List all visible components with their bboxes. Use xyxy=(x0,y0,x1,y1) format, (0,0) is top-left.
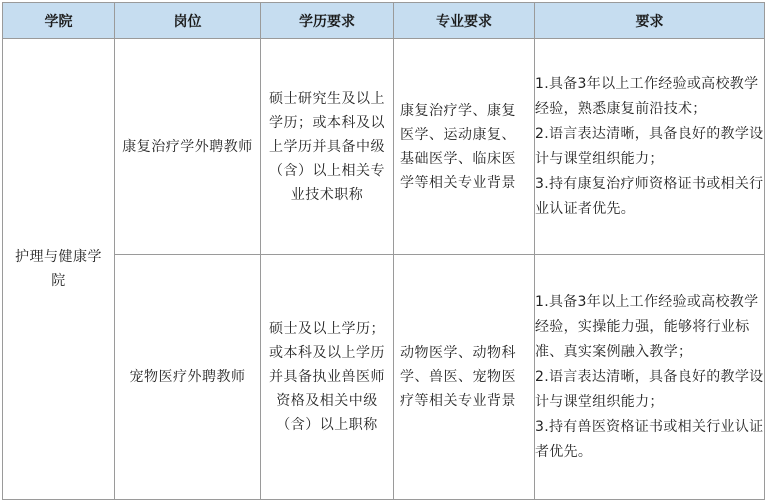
requirement-item: 3.持有兽医资格证书或相关行业认证者优先。 xyxy=(535,418,764,460)
requirements-cell xyxy=(535,39,765,255)
major-requirement: 康复治疗学、康复医学、运动康复、基础医学、临床医学等相关专业背景 xyxy=(400,102,516,191)
requirement-item: 2.语言表达清晰，具备良好的教学设计与课堂组织能力； xyxy=(535,368,764,410)
header-position: 岗位 xyxy=(115,3,261,39)
header-major: 专业要求 xyxy=(394,3,535,39)
header-college: 学院 xyxy=(3,3,115,39)
college-cell xyxy=(3,39,115,500)
major-requirement: 动物医学、动物科学、兽医、宠物医疗等相关专业背景 xyxy=(400,345,516,409)
education-cell xyxy=(261,255,394,500)
position-cell xyxy=(115,255,261,500)
table-row xyxy=(3,39,765,255)
position-name: 康复治疗学外聘教师 xyxy=(122,138,253,155)
header-requirements: 要求 xyxy=(535,3,765,39)
requirement-item: 1.具备3年以上工作经验或高校教学经验，实操能力强，能够将行业标准、真实案例融入教学； xyxy=(535,293,759,360)
major-cell xyxy=(394,255,535,500)
education-requirement: 硕士及以上学历；或本科及以上学历并具备执业兽医师资格及相关中级（含）以上职称 xyxy=(269,321,385,433)
table-row xyxy=(3,255,765,500)
requirements-cell xyxy=(535,255,765,500)
major-cell xyxy=(394,39,535,255)
requirement-item: 2.语言表达清晰，具备良好的教学设计与课堂组织能力； xyxy=(535,125,764,167)
college-name: 护理与健康学院 xyxy=(15,249,102,289)
education-cell xyxy=(261,39,394,255)
recruitment-table xyxy=(2,2,765,500)
education-requirement: 硕士研究生及以上学历；或本科及以上学历并具备中级（含）以上相关专业技术职称 xyxy=(269,90,385,203)
position-cell xyxy=(115,39,261,255)
header-education: 学历要求 xyxy=(261,3,394,39)
header-row xyxy=(3,3,765,39)
requirement-item: 1.具备3年以上工作经验或高校教学经验，熟悉康复前沿技术； xyxy=(535,75,759,117)
position-name: 宠物医疗外聘教师 xyxy=(129,369,246,385)
requirement-item: 3.持有康复治疗师资格证书或相关行业认证者优先。 xyxy=(535,175,764,217)
